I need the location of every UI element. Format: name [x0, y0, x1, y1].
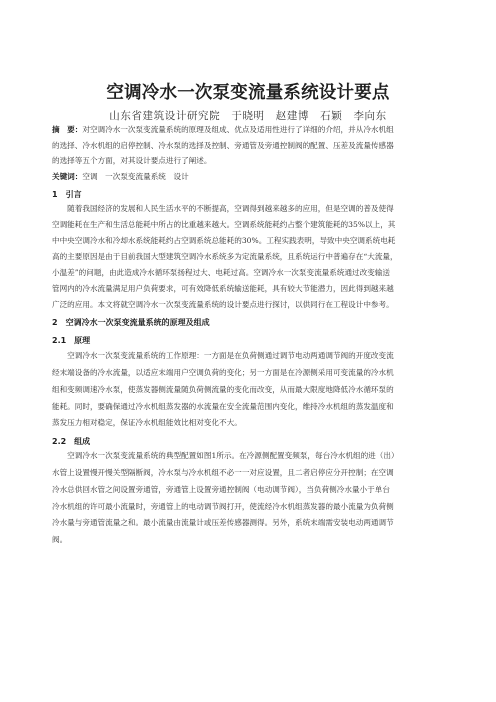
- section-2-1-heading: 2.1 原理: [52, 336, 91, 345]
- paragraph-line: 广泛的应用。本文将就空调冷水一次泵变流量系统的设计要点进行探讨，以供同行在工程设计中参考。: [52, 300, 394, 309]
- paragraph-line: 组和变频调速冷水泵，使蒸发器侧流量随负荷侧流量的变化而改变，从而最大限度地降低冷水循环泵的: [52, 385, 394, 394]
- section-2-heading: 2 空调冷水一次泵变流量系统的原理及组成: [52, 318, 210, 327]
- paragraph-line: 冷水总供回水管之间设置旁通管，旁通管上设置旁通控制阀（电动调节阀），当负荷侧冷水量小于单台: [52, 485, 390, 494]
- abstract-line-1: [52, 125, 446, 135]
- abstract-text: 对空调冷水一次泵变流量系统的原理及组成、优点及适用性进行了详细的介绍，并从冷水机组: [82, 125, 394, 134]
- paragraph-line: 管网内的冷水流量满足用户负荷要求，可有效降低系统输送能耗，具有较大节能潜力，因此得到越来越: [52, 284, 394, 293]
- abstract-line-2: 的选择、冷水机组的启停控制、冷水泵的选择及控制、旁通管及旁通控制阀的配置、压差及流量传感器: [52, 141, 394, 150]
- paper-authors: 山东省建筑设计研究院 于晓明 赵建博 石颖 李向东: [109, 110, 387, 122]
- paragraph-line: 空调冷水一次泵变流量系统的典型配置如图1所示。在冷源侧配置变频泵，每台冷水机组的进（出）: [52, 451, 399, 460]
- paragraph-line: 随着我国经济的发展和人民生活水平的不断提高，空调得到越来越多的应用，但是空调的普及使得: [52, 204, 394, 213]
- paragraph-line: 空调冷水一次泵变流量系统的工作原理：一方面是在负荷侧通过调节电动两通调节阀的开度改变流: [52, 351, 394, 360]
- abstract-line-3: 的选择等五个方面，对其设计要点进行了阐述。: [52, 156, 212, 165]
- keywords-line: [52, 172, 446, 182]
- section-2-2-heading: 2.2 组成: [52, 437, 91, 446]
- paragraph-line: 冷水量与旁通管流量之和。最小流量由流量计或压差传感器测得。另外，系统末端需安装电动两通调节: [52, 518, 394, 527]
- paragraph-line: 能耗。同时，要确保通过冷水机组蒸发器的水流量在安全流量范围内变化，维持冷水机组的蒸发温度和: [52, 402, 394, 411]
- paragraph-line: 经末端设备的冷水流量，以适应末端用户空调负荷的变化；另一方面是在冷源侧采用可变流量的冷水机: [52, 368, 394, 377]
- paper-title: 空调冷水一次泵变流量系统设计要点: [106, 83, 390, 103]
- paragraph-line: 水管上设置慢开慢关型隔断阀，冷水泵与冷水机组不必一一对应设置，且二者启停应分开控制；在空调: [52, 468, 394, 477]
- paragraph-line: 空调能耗在生产和生活总能耗中所占的比重越来越大。空调系统能耗约占整个建筑能耗的35%以上，其: [52, 220, 396, 229]
- paragraph-line: 小温差”的问题，由此造成冷水循环泵扬程过大、电耗过高。空调冷水一次泵变流量系统通过改变输送: [52, 268, 391, 277]
- paragraph-line: 冷水机组的许可最小流量时，旁通管上的电动调节阀打开，使流经冷水机组蒸发器的最小流量为负荷侧: [52, 502, 394, 511]
- abstract-label: 摘 要：: [52, 125, 83, 134]
- paragraph-line: 蒸发压力相对稳定，保证冷水机组能效比相对变化不大。: [52, 418, 242, 427]
- paragraph-line: 中中央空调冷水和冷却水系统能耗约占空调系统总能耗的30%。工程实践表明，导致中央空调系统电耗: [52, 236, 396, 245]
- paragraph-line: 阀。: [52, 535, 68, 544]
- section-1-heading: 1 引言: [52, 190, 82, 199]
- keywords-label: 关键词：: [52, 172, 83, 181]
- keywords-text: 空调 一次泵变流量系统 设计: [82, 172, 189, 181]
- paragraph-line: 高的主要原因是由于目前我国大型建筑空调冷水系统多为定流量系统，且系统运行中普遍存在“大流量，: [52, 252, 398, 261]
